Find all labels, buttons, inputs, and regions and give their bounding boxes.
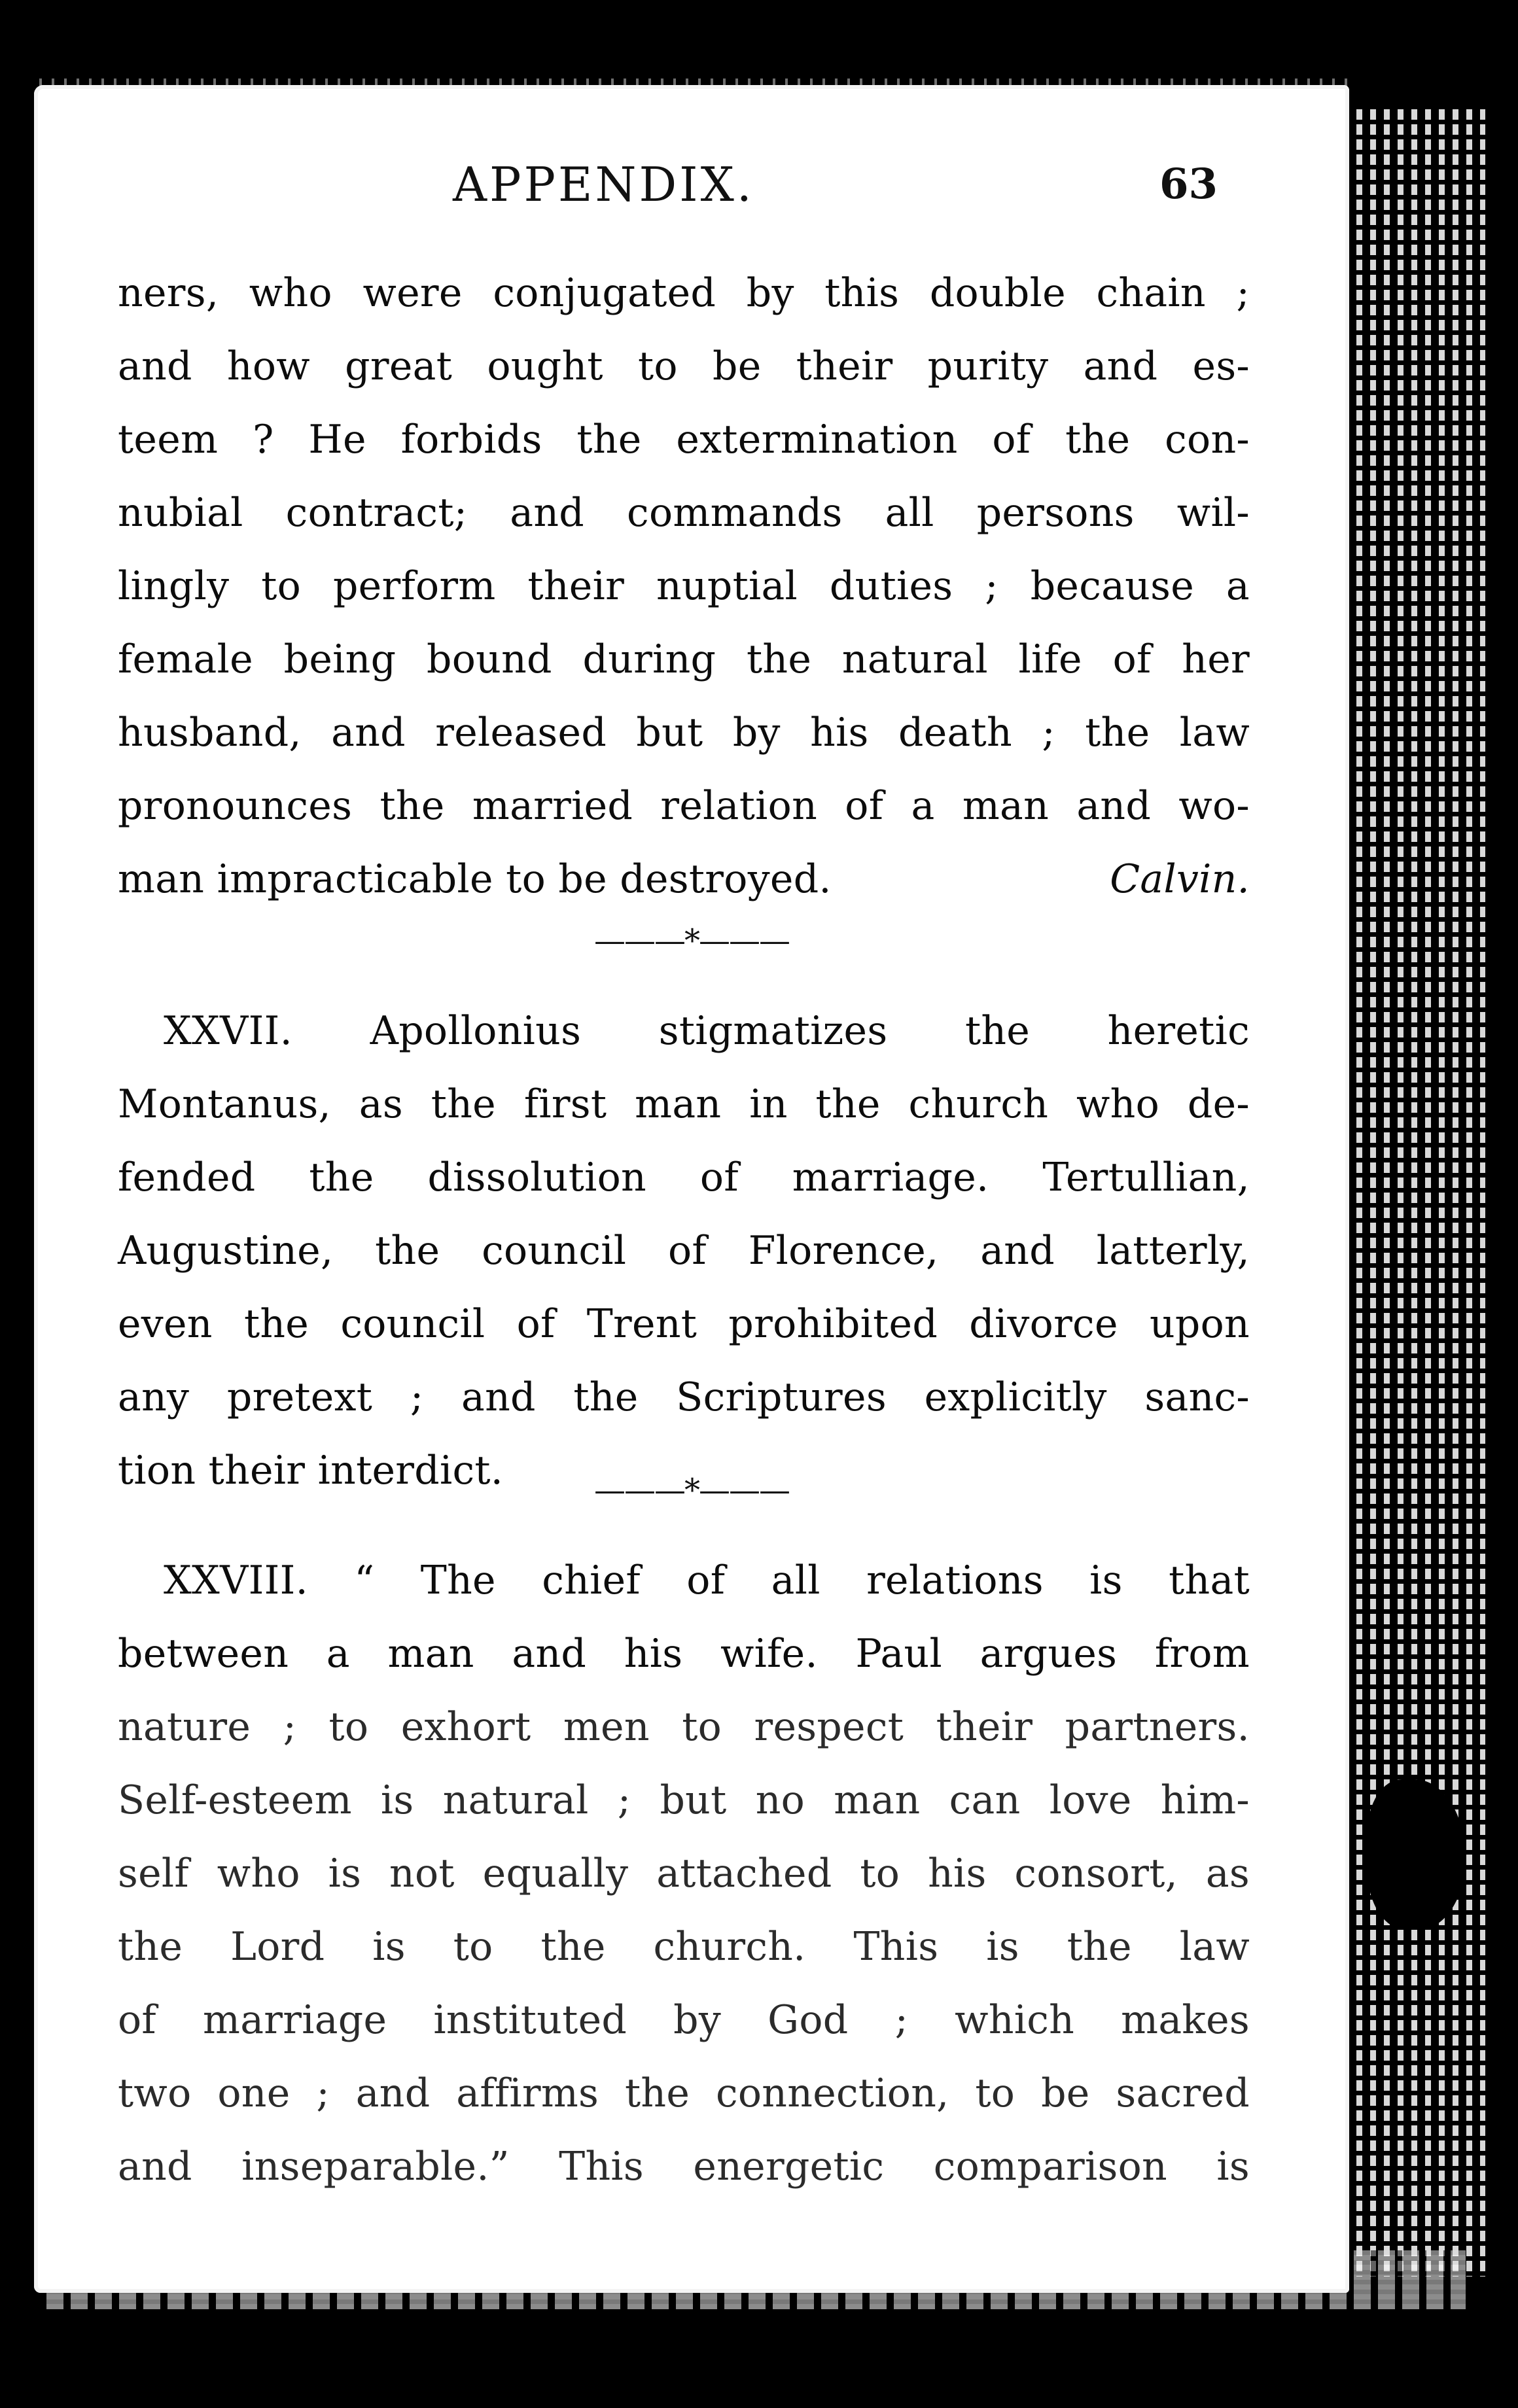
text-line: self who is not equally attached to his consort, as [118, 1851, 1250, 1896]
book-page [34, 85, 1349, 2293]
paragraph-xxviii [118, 1544, 1250, 2203]
text-line: female being bound during the natural life of her [118, 637, 1250, 682]
text-line: ners, who were conjugated by this double chain ; [118, 270, 1250, 316]
text-line: XXVII. Apollonius stigmatizes the heretic [164, 1008, 1250, 1054]
text-line: teem ? He forbids the extermination of the con- [118, 417, 1250, 462]
text-line: fended the dissolution of marriage. Tertullian, [118, 1155, 1250, 1200]
text-line: nubial contract; and commands all persons wil- [118, 490, 1250, 536]
text-line: Montanus, as the first man in the church who de- [118, 1081, 1250, 1127]
text-line: any pretext ; and the Scriptures explicitly sanc- [118, 1374, 1250, 1420]
text-line: the Lord is to the church. This is the law [118, 1924, 1250, 1970]
text-line: husband, and released but by his death ; the law [118, 710, 1250, 756]
final-line-text: man impracticable to be destroyed. [118, 856, 832, 902]
section-divider-ornament: ———*——— [594, 922, 789, 959]
signature: Calvin. [1110, 856, 1250, 902]
text-line: nature ; to exhort men to respect their partners. [118, 1704, 1250, 1750]
text-line: and inseparable.” This energetic comparison is [118, 2144, 1250, 2190]
text-line: and how great ought to be their purity and es- [118, 343, 1250, 389]
text-line: Self-esteem is natural ; but no man can love him- [118, 1777, 1250, 1823]
paragraph-xxvii [118, 994, 1250, 1507]
continuation-paragraph [118, 256, 1250, 916]
text-line: XXVIII. “ The chief of all relations is that [164, 1558, 1250, 1603]
running-head: APPENDIX. [453, 157, 754, 212]
text-line: tion their interdict. [118, 1448, 504, 1493]
text-line: pronounces the married relation of a man and wo- [118, 783, 1250, 829]
text-line: between a man and his wife. Paul argues from [118, 1631, 1250, 1677]
page-number: 63 [1159, 160, 1218, 209]
text-line: lingly to perform their nuptial duties ; because a [118, 563, 1250, 609]
text-line: two one ; and affirms the connection, to be sacred [118, 2070, 1250, 2116]
text-line: of marriage instituted by God ; which makes [118, 1997, 1250, 2043]
page-header [34, 157, 1349, 236]
text-line: Augustine, the council of Florence, and latterly, [118, 1228, 1250, 1274]
text-line: even the council of Trent prohibited divorce upon [118, 1301, 1250, 1347]
section-divider-ornament: ———*——— [594, 1472, 789, 1509]
text-line-final [118, 843, 1250, 916]
